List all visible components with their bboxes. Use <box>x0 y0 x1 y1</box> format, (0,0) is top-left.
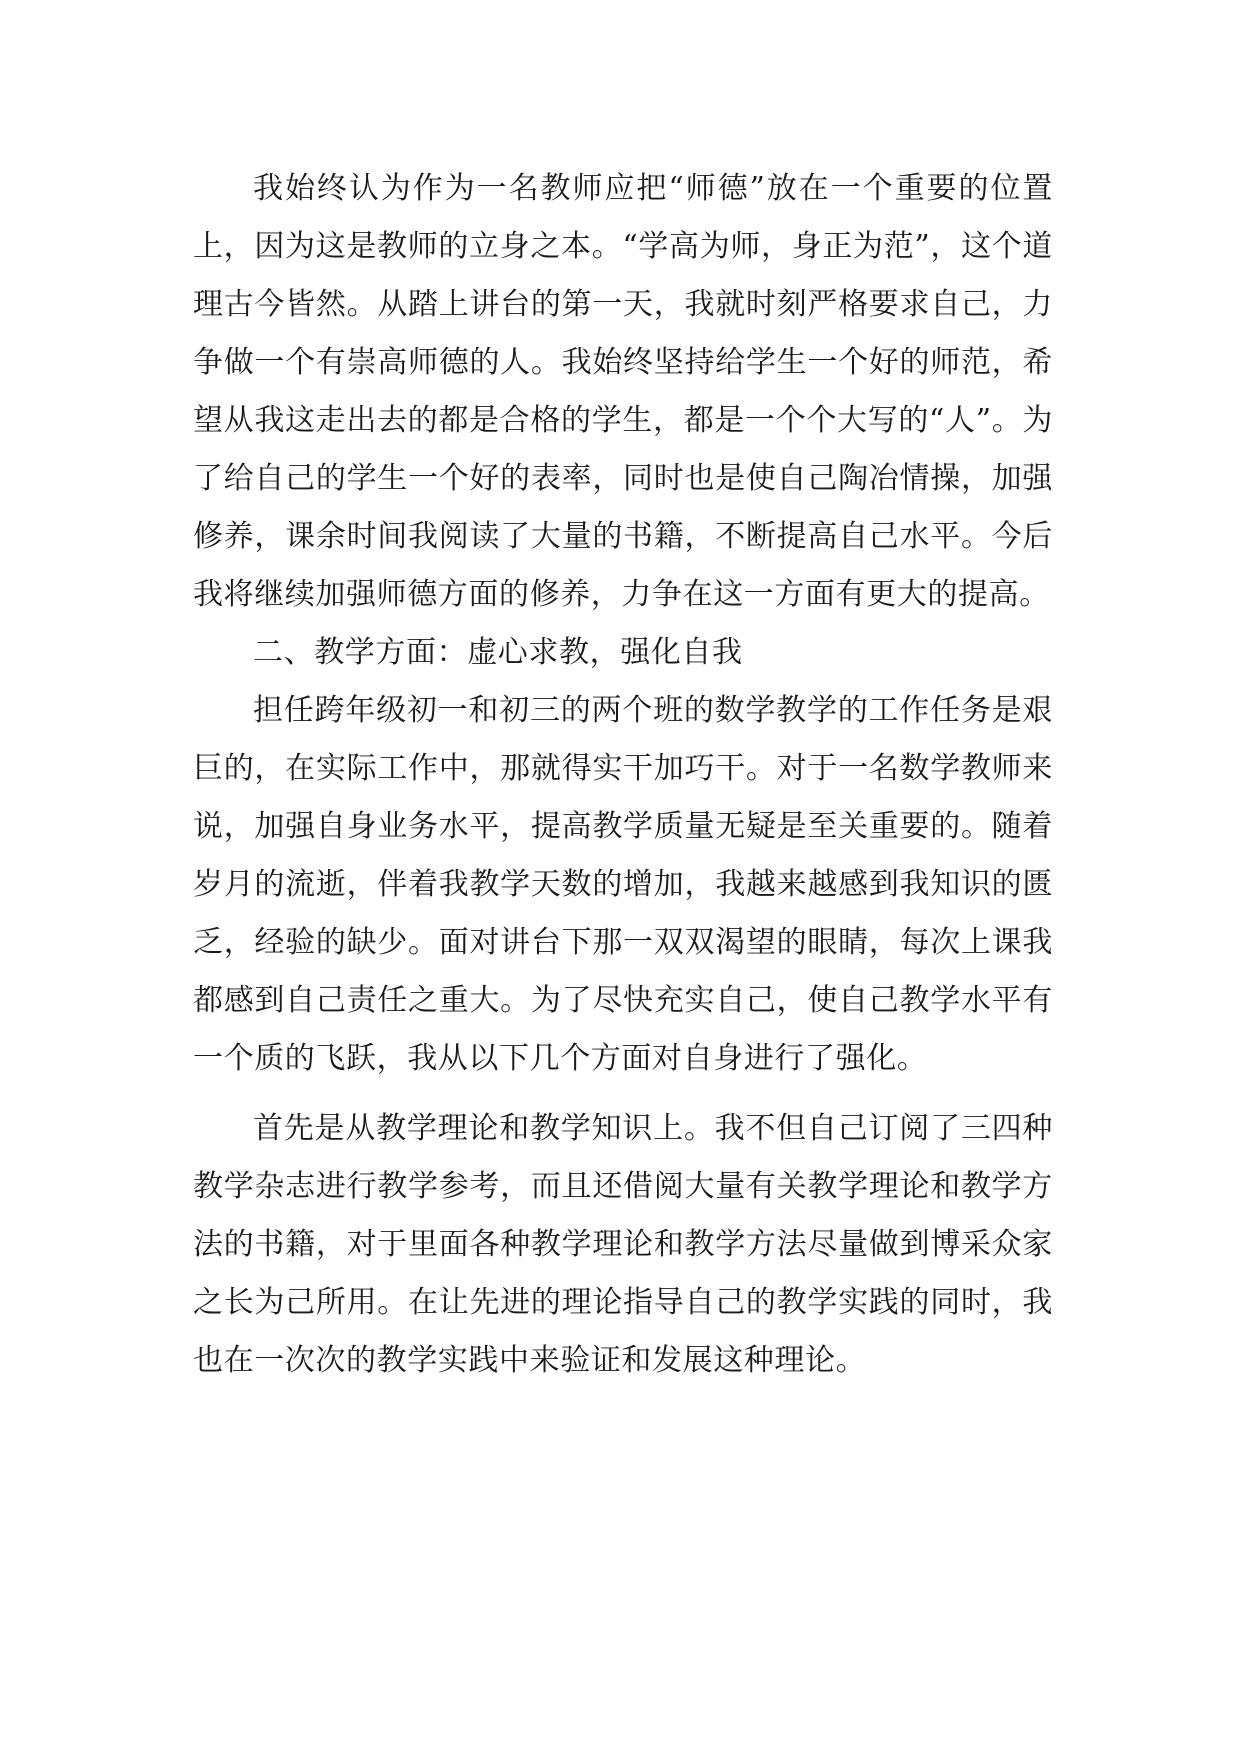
paragraph-teacher-ethics: 我始终认为作为一名教师应把“师德”放在一个重要的位置上，因为这是教师的立身之本。“学高为师，身正为范”，这个道理古今皆然。从踏上讲台的第一天，我就时刻严格要求自己，力争做一个有崇高师德的人。我始终坚持给学生一个好的师范，希望从我这走出去的都是合格的学生，都是一个个大写的“人”。为了给自己的学生一个好的表率，同时也是使自己陶冶情操，加强修养，课余时间我阅读了大量的书籍，不断提高自己水平。今后我将继续加强师德方面的修养，力争在这一方面有更大的提高。 <box>193 171 1053 612</box>
paragraph-teaching-task: 担任跨年级初一和初三的两个班的数学教学的工作任务是艰巨的，在实际工作中，那就得实干加巧干。对于一名数学教师来说，加强自身业务水平，提高教学质量无疑是至关重要的。随着岁月的流逝，伴着我教学天数的增加，我越来越感到我知识的匮乏，经验的缺少。面对讲台下那一双双渴望的眼睛，每次上课我都感到自己责任之重大。为了尽快充实自己，使自己教学水平有一个质的飞跃，我从以下几个方面对自身进行了强化。 <box>193 693 1053 1076</box>
document-body <box>193 160 1053 1390</box>
paragraph-theory-study: 首先是从教学理论和教学知识上。我不但自己订阅了三四种教学杂志进行教学参考，而且还借阅大量有关教学理论和教学方法的书籍，对于里面各种教学理论和教学方法尽量做到博采众家之长为己所用。在让先进的理论指导自己的教学实践的同时，我也在一次次的教学实践中来验证和发展这种理论。 <box>193 1111 1053 1378</box>
section-heading-teaching: 二、教学方面：虚心求教，强化自我 <box>253 635 743 670</box>
